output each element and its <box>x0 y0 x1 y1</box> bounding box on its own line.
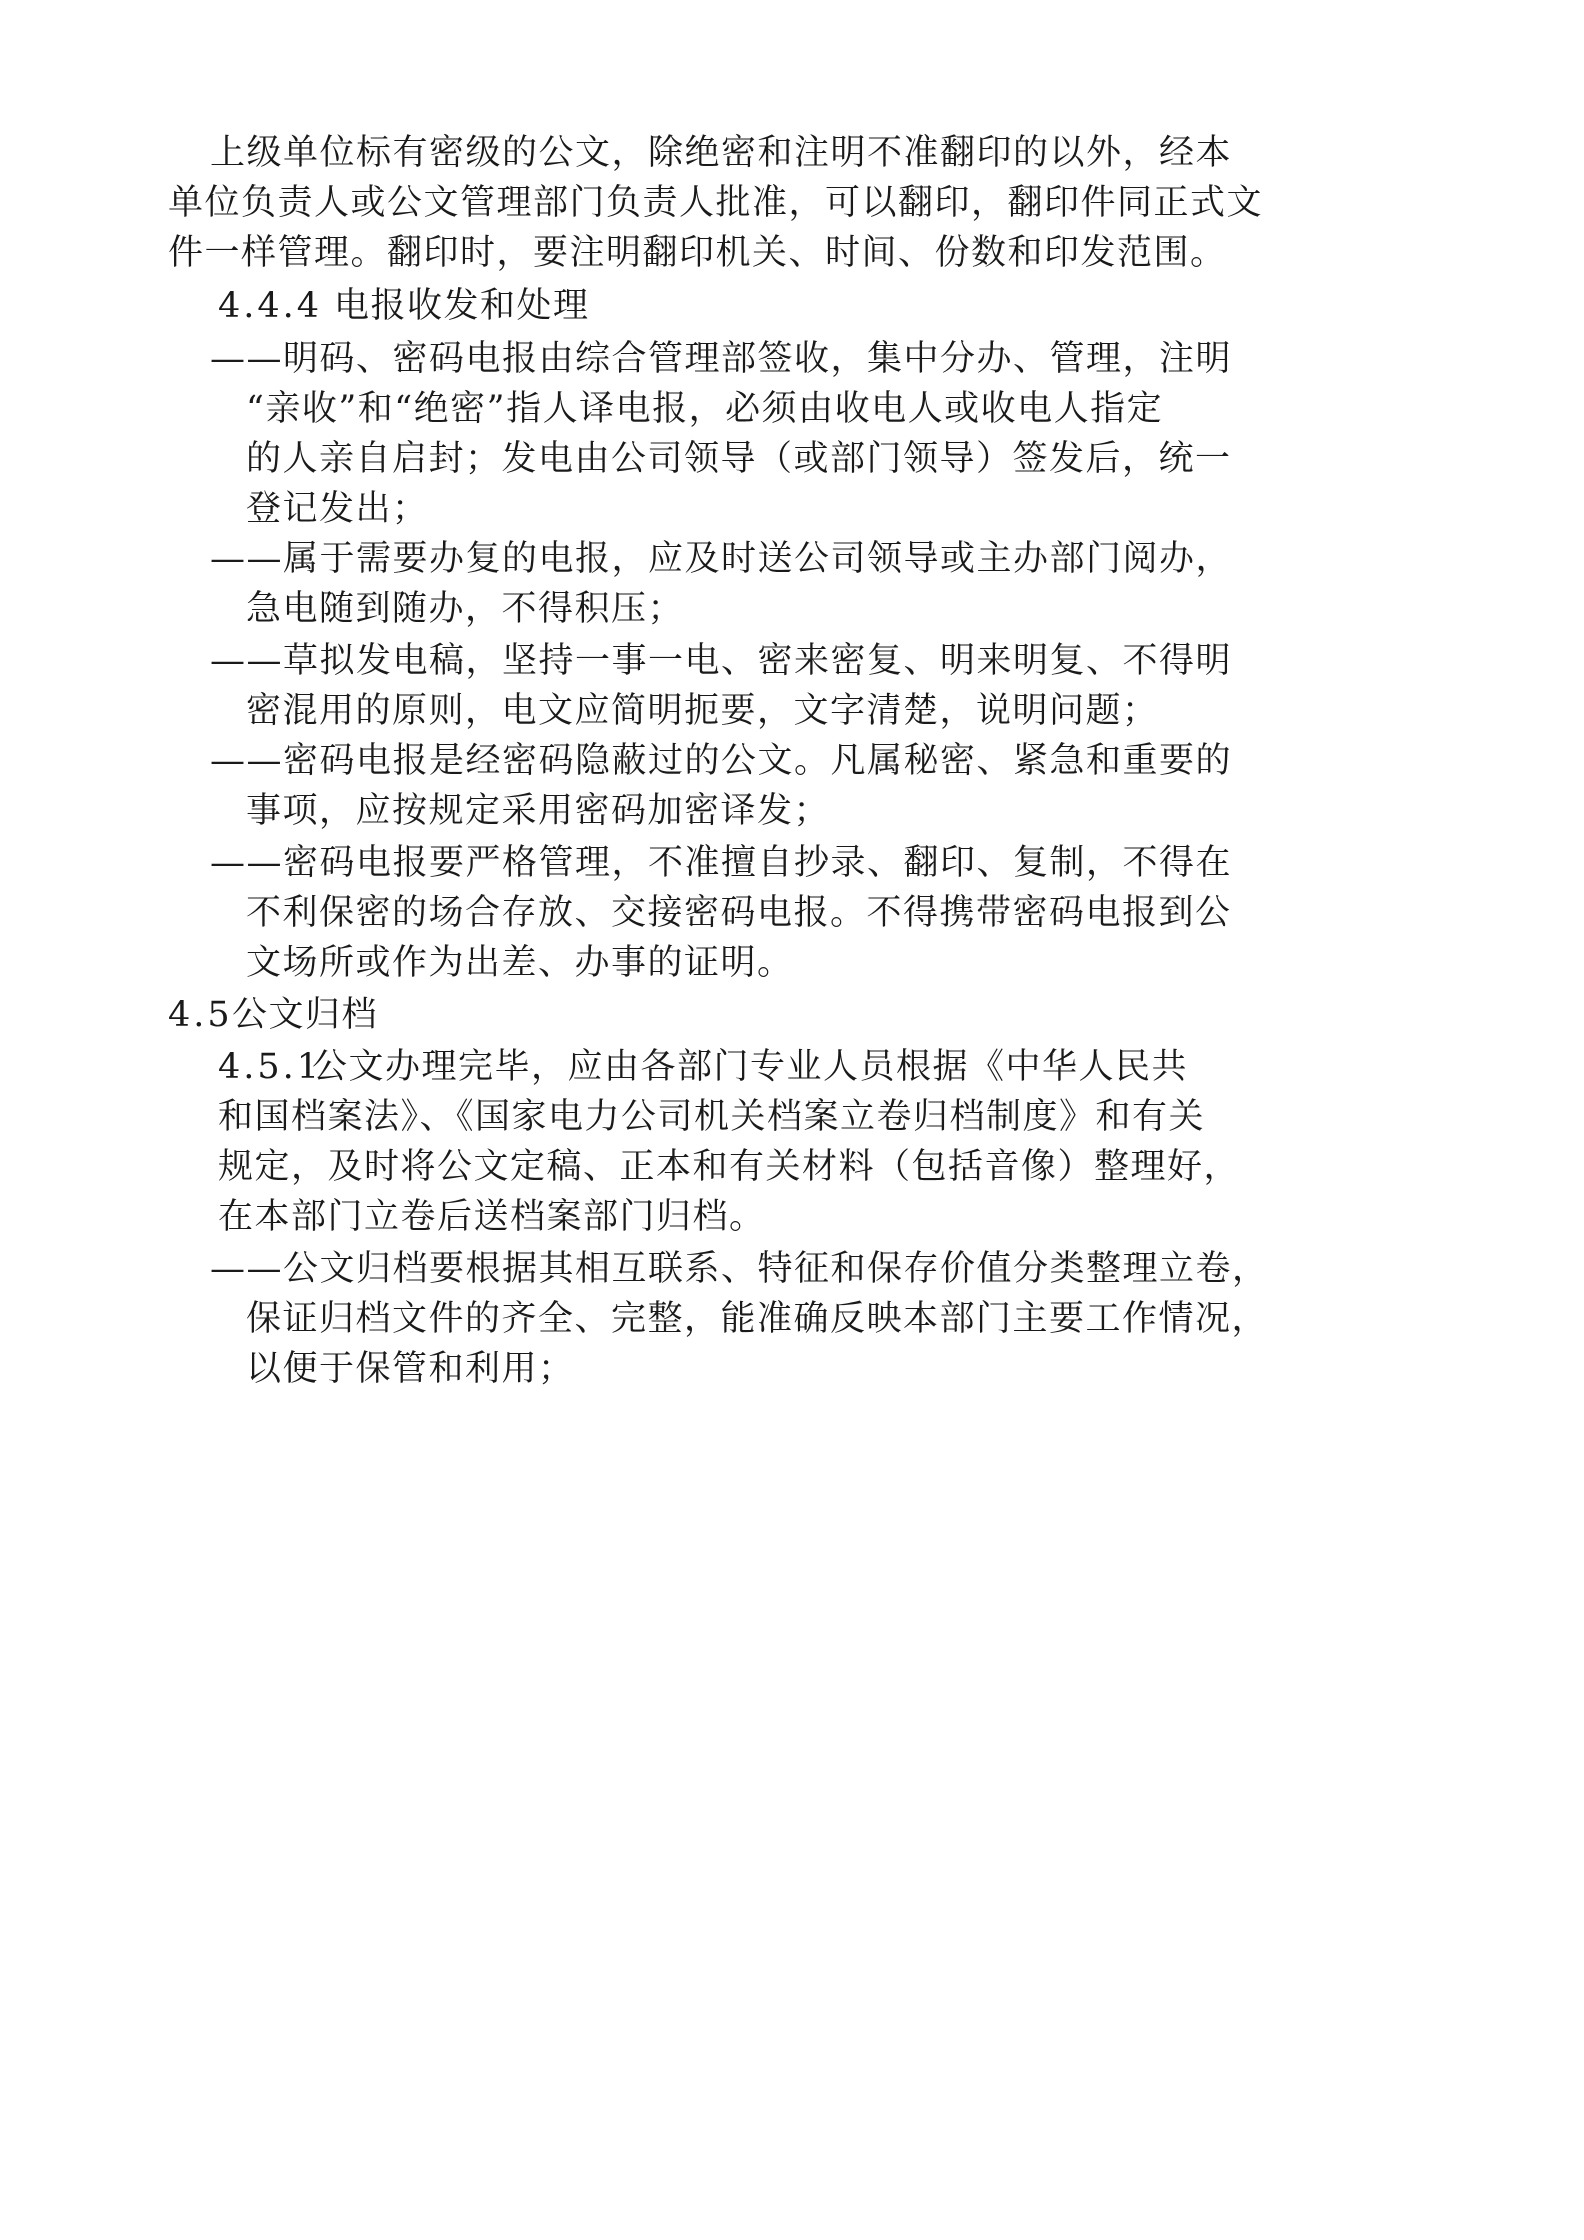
archive-bullet-line-2: 保证归档文件的齐全、完整，能准确反映本部门主要工作情况， <box>246 1299 1269 1339</box>
bullet-5-line-3: 文场所或作为出差、办事的证明。 <box>246 943 794 983</box>
intro-line-3: 件一样管理。翻印时，要注明翻印机关、时间、份数和印发范围。 <box>168 233 1227 273</box>
section-4-5-1-number: 4.5.1 <box>218 1047 323 1087</box>
bullet-4-line-1: ——密码电报是经密码隐蔽过的公文。凡属秘密、紧急和重要的 <box>210 741 1233 781</box>
intro-line-2: 单位负责人或公文管理部门负责人批准，可以翻印，翻印件同正式文 <box>168 183 1264 223</box>
bullet-3-line-2: 密混用的原则，电文应简明扼要，文字清楚，说明问题； <box>246 691 1159 731</box>
section-4-5-1-line-1: 公文办理完毕，应由各部门专业人员根据《中华人民共 <box>312 1047 1189 1087</box>
section-4-5-1-line-3: 规定，及时将公文定稿、正本和有关材料（包括音像）整理好， <box>218 1147 1241 1187</box>
bullet-2-line-1: ——属于需要办复的电报，应及时送公司领导或主办部门阅办， <box>210 539 1233 579</box>
intro-line-1: 上级单位标有密级的公文，除绝密和注明不准翻印的以外，经本 <box>210 133 1233 173</box>
bullet-4-line-2: 事项，应按规定采用密码加密译发； <box>246 791 831 831</box>
archive-bullet-line-3: 以便于保管和利用； <box>246 1349 575 1389</box>
bullet-5-line-1: ——密码电报要严格管理，不准擅自抄录、翻印、复制，不得在 <box>210 843 1233 883</box>
section-4-4-4-title: 电报收发和处理 <box>334 286 590 326</box>
bullet-1-line-4: 登记发出； <box>246 489 429 529</box>
bullet-1-line-2: “亲收”和“绝密”指人译电报，必须由收电人或收电人指定 <box>246 389 1164 429</box>
bullet-3-line-1: ——草拟发电稿，坚持一事一电、密来密复、明来明复、不得明 <box>210 641 1233 681</box>
bullet-1-line-3: 的人亲自启封；发电由公司领导（或部门领导）签发后，统一 <box>246 439 1232 479</box>
bullet-2-line-2: 急电随到随办，不得积压； <box>246 589 685 629</box>
section-4-4-4-number: 4.4.4 <box>218 286 323 326</box>
bullet-5-line-2: 不利保密的场合存放、交接密码电报。不得携带密码电报到公 <box>246 893 1232 933</box>
bullet-1-line-1: ——明码、密码电报由综合管理部签收，集中分办、管理，注明 <box>210 339 1233 379</box>
section-4-5-number: 4.5 <box>168 995 233 1035</box>
section-4-5-1-line-2: 和国档案法》、《国家电力公司机关档案立卷归档制度》和有关 <box>218 1097 1206 1137</box>
archive-bullet-line-1: ——公文归档要根据其相互联系、特征和保存价值分类整理立卷， <box>210 1249 1269 1289</box>
section-4-5-1-line-4: 在本部门立卷后送档案部门归档。 <box>218 1197 766 1237</box>
section-4-5-title: 公文归档 <box>232 995 379 1035</box>
